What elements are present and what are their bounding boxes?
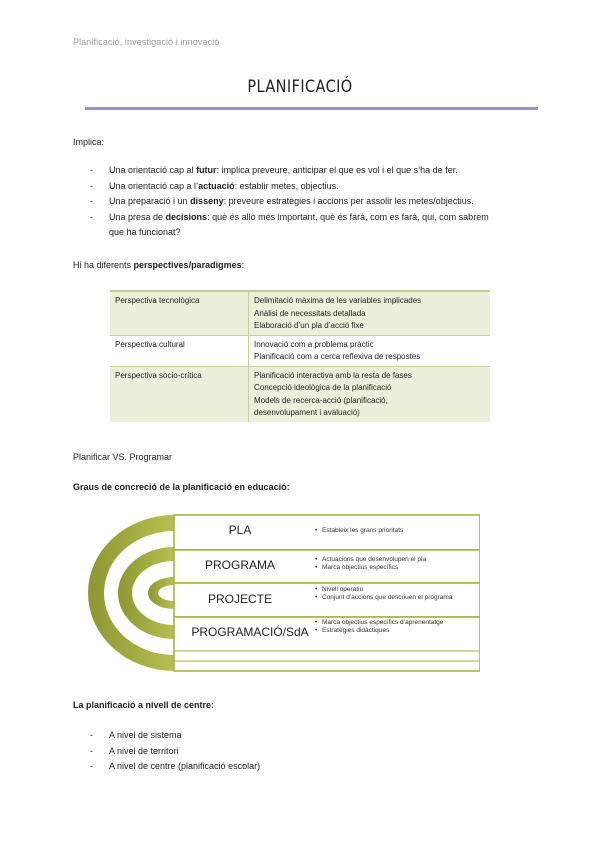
table-row (110, 335, 490, 366)
table-row (110, 366, 490, 422)
list-item: - Una orientació cap al futur: implica preveure, anticipar el que es vol i el que s’ha de fer. (90, 163, 540, 179)
level-projecte: PROJECTE (207, 592, 272, 606)
page-title: PLANIFICACIÓ (247, 77, 353, 97)
list-item: - A nivel de centre (planificació escolar) (90, 759, 540, 775)
table-cell: Planificació interactiva amb la resta de fases Concepció ideològica de la planificació Models de recerca-acció (planificació, desenvolupament i avaluació) (249, 366, 491, 422)
title-underline (85, 107, 538, 110)
level-programacio: PROGRAMACIÓ/SdA (191, 625, 309, 639)
centre-list (90, 728, 540, 775)
implica-label: Implica: (73, 137, 105, 147)
perspectives-intro: Hi ha diferents perspectives/paradigmes: (73, 260, 245, 270)
table-cell: Innovació com a problema pràctic Planificació com a cerca reflexiva de respostes (249, 335, 491, 366)
list-item: - Una preparació i un disseny: preveure estratègies i accions per assolir les metes/objectius. (90, 194, 540, 210)
level-programa: PROGRAMA (204, 558, 275, 572)
list-item: - Una orientació cap a l’actuació: establir metes, objectius. (90, 179, 540, 195)
planificar-vs-programar: Planificar VS. Programar (73, 452, 173, 462)
list-item: - Una presa de decisions: què és allò més important, què és farà, com es farà, qui, com sabrem que ha funcionat? (90, 210, 540, 241)
table-row (110, 291, 490, 335)
table-cell: Perspectiva tecnològica (110, 291, 249, 335)
level-programa-notes: • Actuacions que desenvolupen el pla • Marca objectius específics (315, 556, 485, 572)
concretion-diagram (70, 505, 480, 675)
implica-list (90, 163, 540, 241)
level-projecte-notes: • Nivell operatiu • Conjunt d’accions que descriuen el programa (315, 586, 485, 602)
table-cell: Perspectiva socio-crítica (110, 366, 249, 422)
level-pla-notes: • Estableix les grans prioritats (315, 527, 485, 535)
level-programacio-notes: • Marca objectius específics d’aprenentatge • Estratègies didàctiques (315, 619, 475, 635)
table-cell: Delimitació màxima de les variables implicades Anàlisi de necessitats detallada Elaboració d’un pla d’acció fixe (249, 291, 491, 335)
list-item: - A nivel de territori (90, 744, 540, 760)
table-cell: Perspectiva cultural (110, 335, 249, 366)
level-pla: PLA (228, 523, 252, 537)
centre-title: La planificació a nivell de centre: (73, 700, 215, 710)
perspectives-table (110, 290, 490, 422)
list-item: - A nivel de sistema (90, 728, 540, 744)
running-header: Planificació, investigació i innovació (73, 37, 220, 47)
graus-title: Graus de concreció de la planificació en educació: (73, 482, 290, 492)
